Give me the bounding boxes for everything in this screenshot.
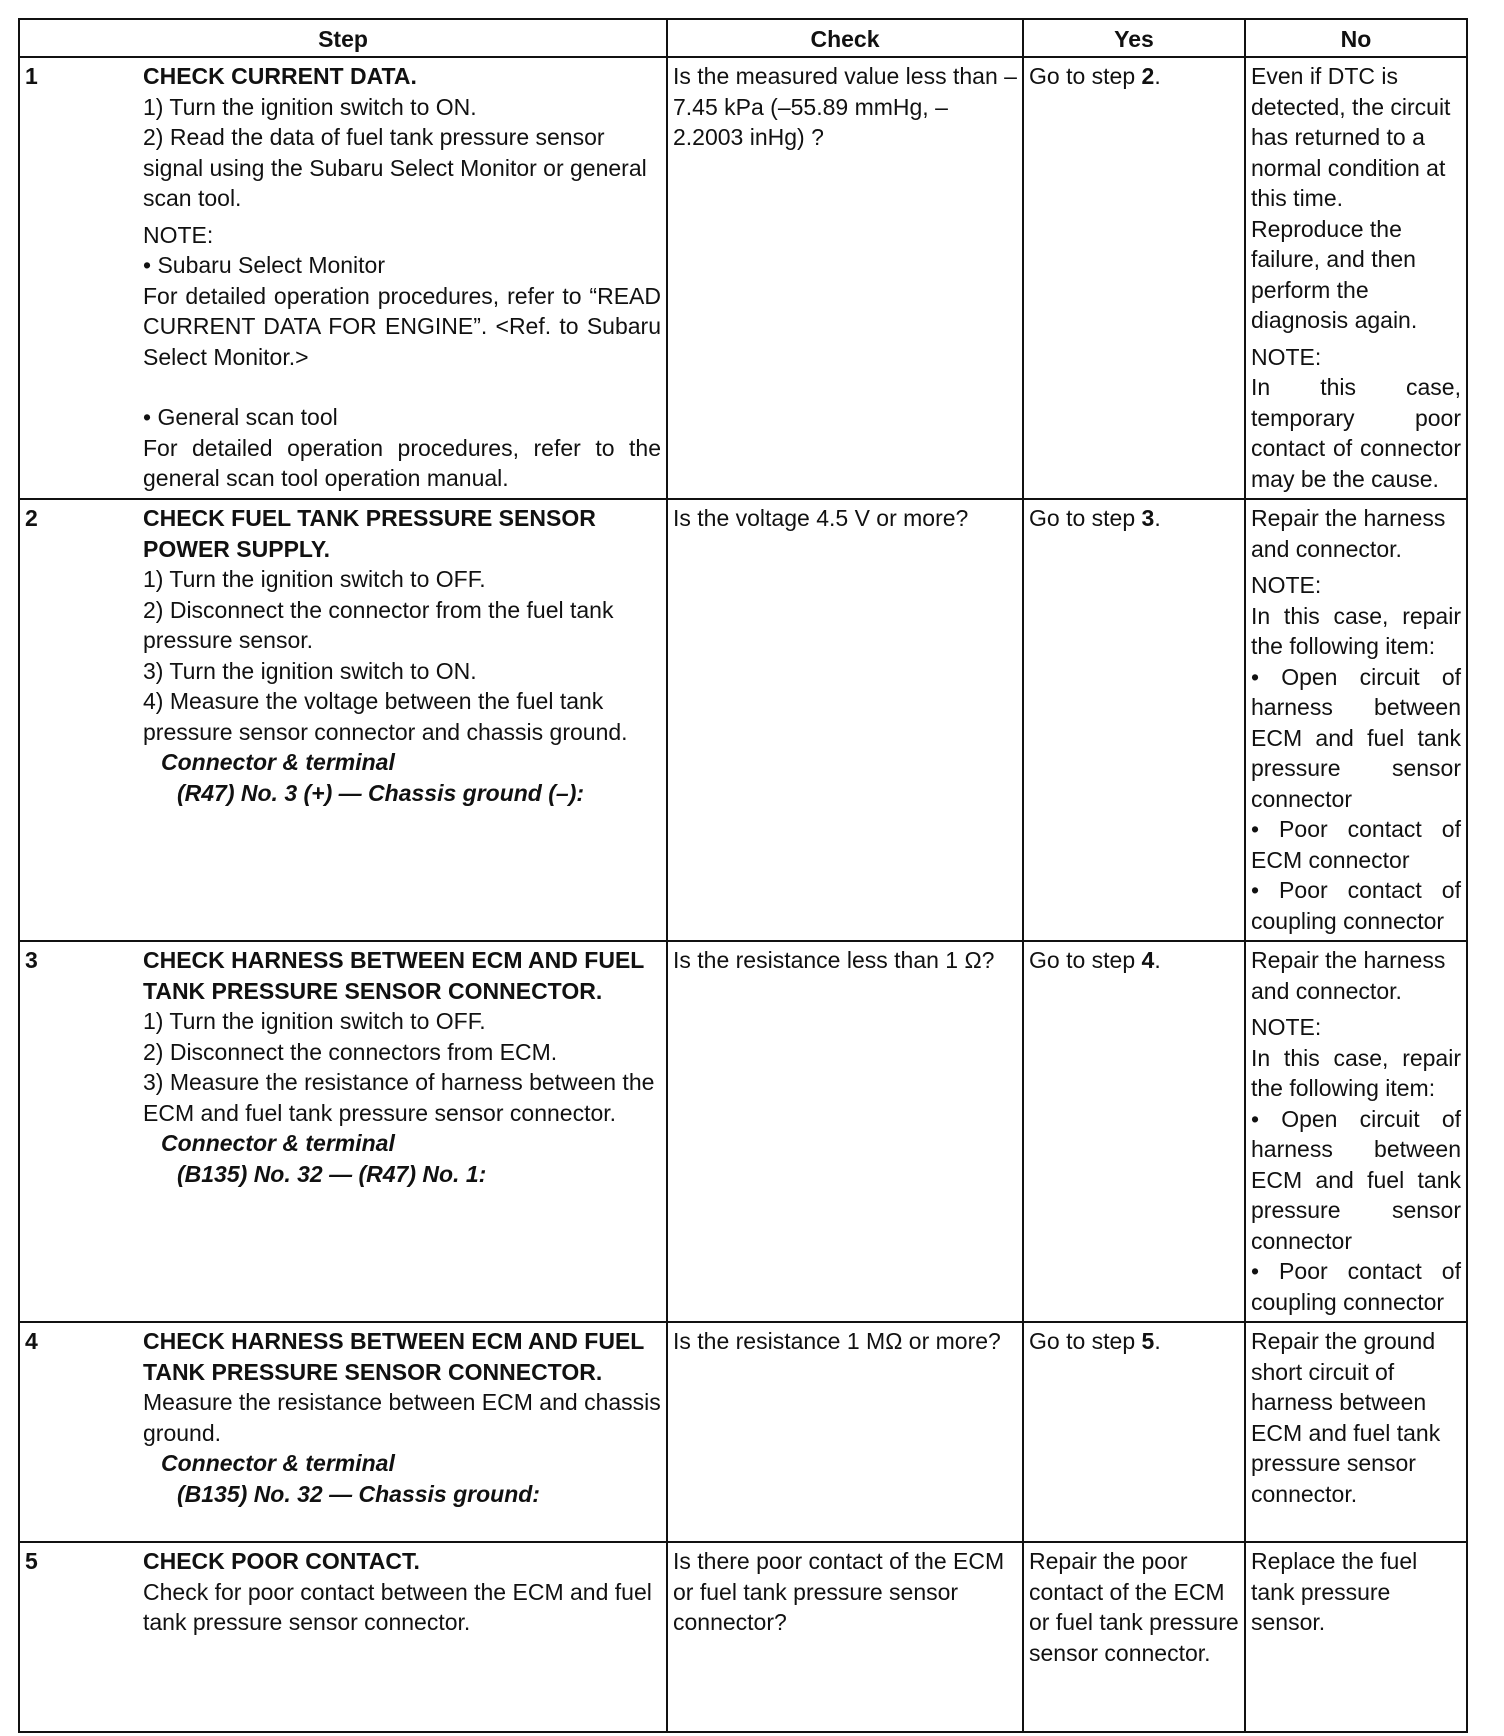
step-cell bbox=[19, 57, 667, 499]
yes-prefix: Go to step bbox=[1029, 505, 1142, 531]
step-number: 2 bbox=[25, 505, 38, 531]
table-row bbox=[19, 57, 1467, 499]
step-cell bbox=[19, 941, 667, 1322]
no-cell bbox=[1245, 57, 1467, 499]
connector-value: (B135) No. 32 — Chassis ground: bbox=[177, 1480, 540, 1507]
yes-step-number: 3 bbox=[1141, 505, 1155, 531]
diagnostic-table bbox=[18, 18, 1468, 1733]
check-cell: Is the resistance less than 1 Ω? bbox=[667, 941, 1023, 1322]
yes-prefix: Go to step bbox=[1029, 1328, 1142, 1354]
step-number: 4 bbox=[25, 1328, 38, 1354]
no-cell bbox=[1245, 1322, 1467, 1542]
instruction: 1) Turn the ignition switch to ON. bbox=[143, 93, 477, 120]
yes-prefix: Go to step bbox=[1029, 63, 1142, 89]
step-cell bbox=[19, 1542, 667, 1732]
connector-value: (B135) No. 32 — (R47) No. 1: bbox=[177, 1160, 487, 1187]
yes-cell bbox=[1023, 499, 1245, 941]
instruction: 1) Turn the ignition switch to OFF. bbox=[143, 566, 486, 592]
yes-prefix: Go to step bbox=[1029, 947, 1142, 973]
yes-cell: Repair the poor contact of the ECM or fuel tank pressure sensor connector. bbox=[1023, 1542, 1245, 1732]
no-cell bbox=[1245, 941, 1467, 1322]
instruction: 3) Turn the ignition switch to ON. bbox=[143, 657, 477, 684]
table-row bbox=[19, 941, 1467, 1322]
no-bullet: • Open circuit of harness between ECM and fuel tank pressure sensor connector bbox=[1251, 663, 1461, 812]
note-bullet: • General scan tool bbox=[143, 404, 338, 430]
step-title: CHECK FUEL TANK PRESSURE SENSOR POWER SUPPLY. bbox=[143, 505, 596, 562]
check-cell: Is the measured value less than –7.45 kPa (–55.89 mmHg, –2.2003 inHg) ? bbox=[667, 57, 1023, 499]
no-note-label: NOTE: bbox=[1251, 343, 1322, 370]
no-note-text: In this case, repair the following item: bbox=[1251, 1044, 1461, 1101]
connector-label: Connector & terminal bbox=[161, 1130, 395, 1156]
no-note-label: NOTE: bbox=[1251, 1014, 1322, 1040]
table-row bbox=[19, 1322, 1467, 1542]
check-cell: Is there poor contact of the ECM or fuel tank pressure sensor connector? bbox=[667, 1542, 1023, 1732]
yes-step-number: 4 bbox=[1141, 947, 1155, 973]
yes-suffix: . bbox=[1154, 63, 1161, 89]
no-bullet: • Poor contact of coupling connector bbox=[1251, 877, 1461, 934]
instruction: Check for poor contact between the ECM and fuel tank pressure sensor connector. bbox=[143, 1578, 652, 1635]
yes-cell bbox=[1023, 941, 1245, 1322]
no-note-label: NOTE: bbox=[1251, 572, 1322, 598]
no-bullet: • Open circuit of harness between ECM and fuel tank pressure sensor connector bbox=[1251, 1105, 1461, 1254]
no-bullet: • Poor contact of ECM connector bbox=[1251, 816, 1461, 873]
instruction: 1) Turn the ignition switch to OFF. bbox=[143, 1008, 486, 1034]
no-note-text: In this case, temporary poor contact of connector may be the cause. bbox=[1251, 374, 1461, 492]
instruction: 2) Read the data of fuel tank pressure sensor signal using the Subaru Select Monitor or general scan tool. bbox=[143, 124, 647, 211]
header-no: No bbox=[1245, 19, 1467, 57]
table-row bbox=[19, 1542, 1467, 1732]
note-label: NOTE: bbox=[143, 221, 214, 248]
no-text: Replace the fuel tank pressure sensor. bbox=[1251, 1548, 1418, 1635]
instruction: 4) Measure the voltage between the fuel tank pressure sensor connector and chassis ground. bbox=[143, 688, 628, 745]
no-cell bbox=[1245, 1542, 1467, 1732]
no-text: Even if DTC is detected, the circuit has returned to a normal condition at this time. Reproduce the failure, and then perform the diagnosis again. bbox=[1251, 63, 1451, 333]
no-text: Repair the harness and connector. bbox=[1251, 505, 1446, 562]
yes-cell bbox=[1023, 57, 1245, 499]
header-yes: Yes bbox=[1023, 19, 1245, 57]
step-cell bbox=[19, 1322, 667, 1542]
connector-label: Connector & terminal bbox=[161, 749, 395, 775]
step-number: 3 bbox=[25, 947, 38, 973]
instruction: 3) Measure the resistance of harness between the ECM and fuel tank pressure sensor connector. bbox=[143, 1069, 655, 1126]
yes-step-number: 5 bbox=[1141, 1328, 1155, 1354]
note-bullet: • Subaru Select Monitor bbox=[143, 252, 386, 278]
instruction: 2) Disconnect the connectors from ECM. bbox=[143, 1038, 558, 1065]
yes-suffix: . bbox=[1154, 1328, 1161, 1354]
check-cell: Is the resistance 1 MΩ or more? bbox=[667, 1322, 1023, 1542]
step-title: CHECK POOR CONTACT. bbox=[143, 1548, 420, 1574]
yes-suffix: . bbox=[1154, 505, 1161, 531]
connector-label: Connector & terminal bbox=[161, 1450, 395, 1476]
step-title: CHECK HARNESS BETWEEN ECM AND FUEL TANK PRESSURE SENSOR CONNECTOR. bbox=[143, 1328, 644, 1385]
step-title: CHECK HARNESS BETWEEN ECM AND FUEL TANK PRESSURE SENSOR CONNECTOR. bbox=[143, 947, 644, 1004]
step-cell bbox=[19, 499, 667, 941]
yes-suffix: . bbox=[1154, 947, 1161, 973]
yes-step-number: 2 bbox=[1141, 63, 1155, 89]
yes-cell bbox=[1023, 1322, 1245, 1542]
connector-value: (R47) No. 3 (+) — Chassis ground (–): bbox=[177, 779, 585, 806]
instruction: 2) Disconnect the connector from the fuel tank pressure sensor. bbox=[143, 596, 614, 653]
header-check: Check bbox=[667, 19, 1023, 57]
step-number: 1 bbox=[25, 63, 38, 89]
no-note-text: In this case, repair the following item: bbox=[1251, 602, 1461, 659]
step-title: CHECK CURRENT DATA. bbox=[143, 63, 417, 89]
step-number: 5 bbox=[25, 1548, 38, 1574]
no-bullet: • Poor contact of coupling connector bbox=[1251, 1258, 1461, 1315]
table-row bbox=[19, 499, 1467, 941]
no-cell bbox=[1245, 499, 1467, 941]
instruction: Measure the resistance between ECM and chassis ground. bbox=[143, 1389, 661, 1446]
check-cell: Is the voltage 4.5 V or more? bbox=[667, 499, 1023, 941]
note-text: For detailed operation procedures, refer to the general scan tool operation manual. bbox=[143, 434, 661, 491]
no-text: Repair the ground short circuit of harness between ECM and fuel tank pressure sensor connector. bbox=[1251, 1328, 1441, 1507]
no-text: Repair the harness and connector. bbox=[1251, 947, 1446, 1004]
note-text: For detailed operation procedures, refer to “READ CURRENT DATA FOR ENGINE”. <Ref. to Subaru Select Monitor.> bbox=[143, 282, 661, 370]
header-row bbox=[19, 19, 1467, 57]
header-step: Step bbox=[19, 19, 667, 57]
